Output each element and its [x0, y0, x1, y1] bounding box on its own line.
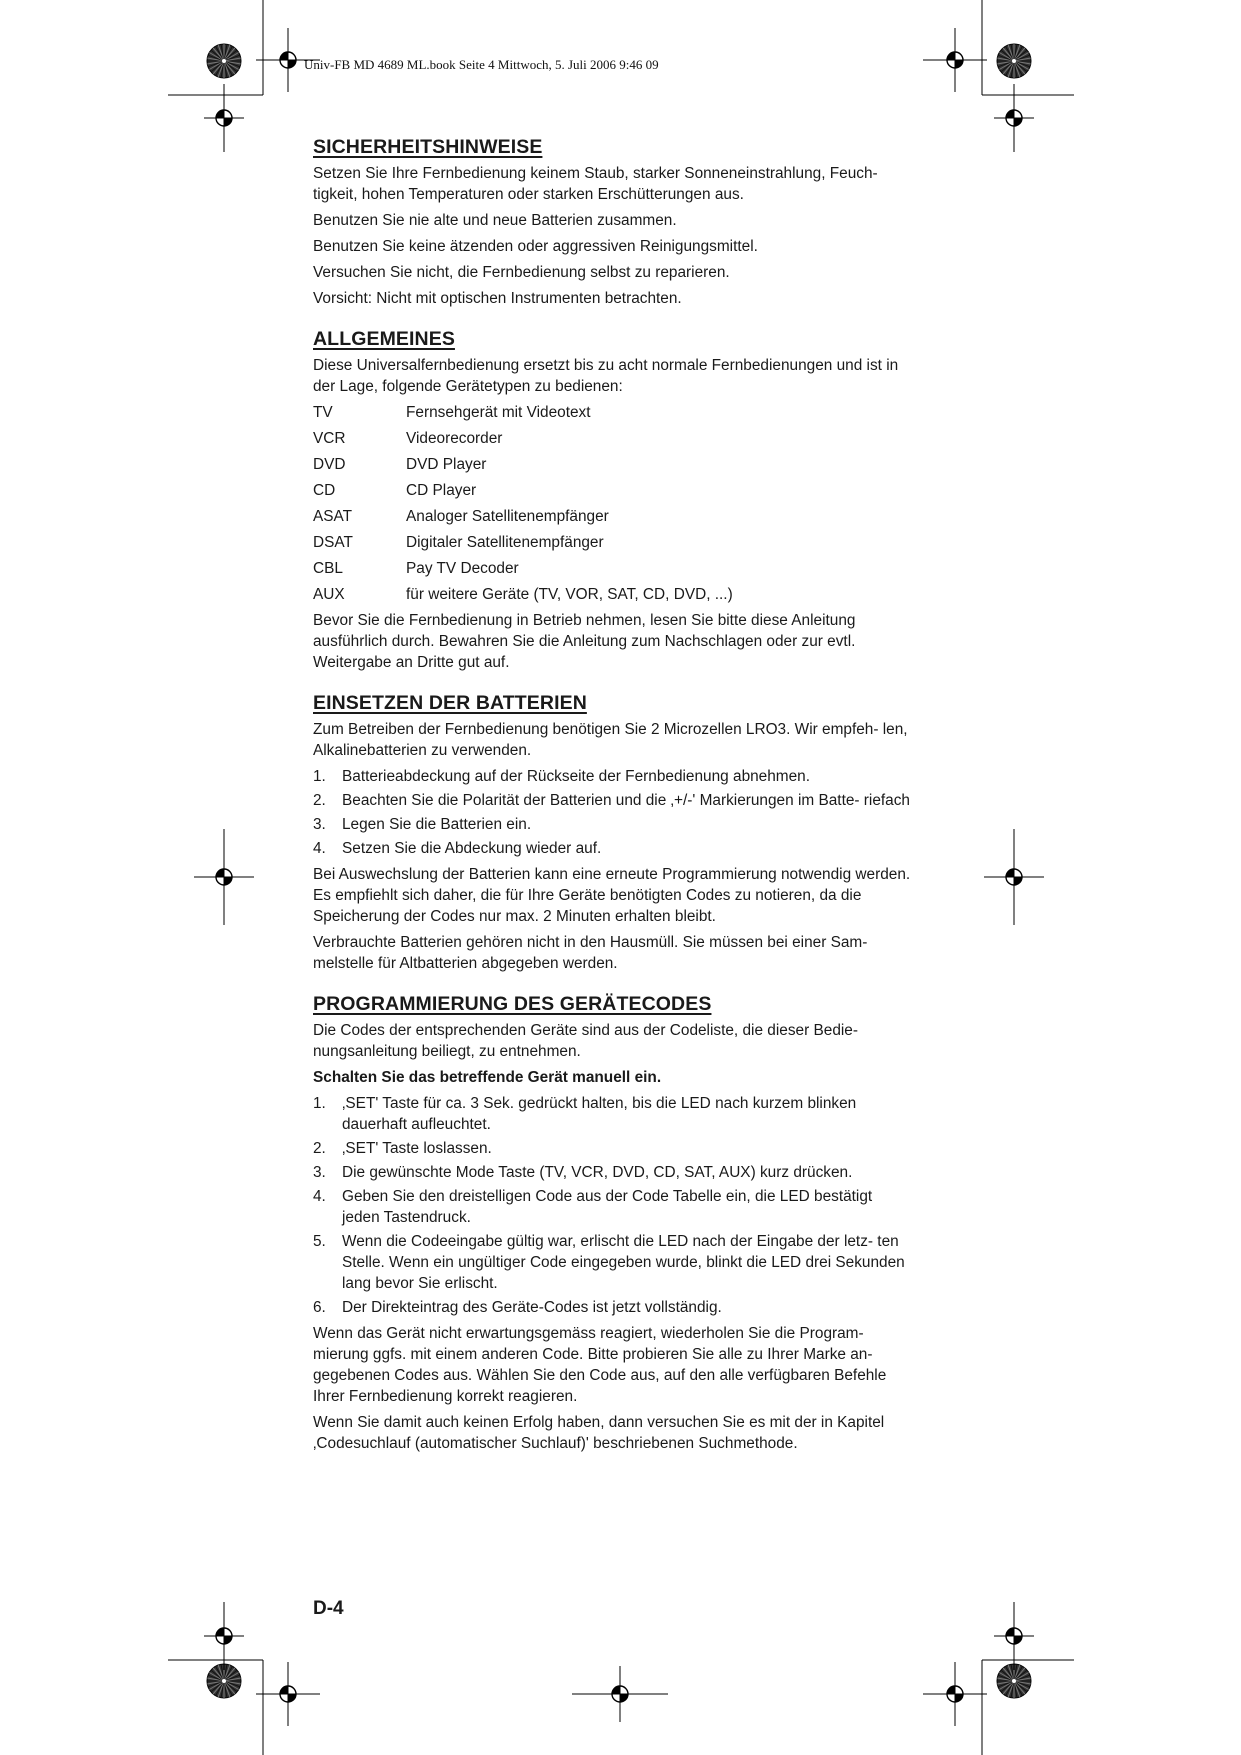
device-code: VCR [313, 430, 346, 447]
paragraph: Bevor Sie die Fernbedienung in Betrieb nehmen, lesen Sie bitte diese Anleitung ausführlich durch. Bewahren Sie die Anleitung zum Nachschlagen oder zur evtl. Weitergabe an Dritte gut auf. [313, 612, 856, 671]
device-row [313, 558, 913, 579]
paragraph: Wenn Sie damit auch keinen Erfolg haben, dann versuchen Sie es mit der in Kapitel ‚Codesuchlauf (automatischer Suchlauf)' beschriebenen Suchmethode. [313, 1414, 885, 1452]
step-item [313, 1297, 913, 1318]
device-code: DVD [313, 456, 346, 473]
paragraph: Diese Universalfernbedienung ersetzt bis zu acht normale Fernbedienungen und ist in der Lage, folgende Gerätetypen zu bedienen: [313, 357, 899, 395]
device-desc: Fernsehgerät mit Videotext [406, 404, 591, 421]
section-safety [313, 136, 913, 309]
target-quadrant [1006, 869, 1014, 877]
paragraph: Bei Auswechslung der Batterien kann eine erneute Programmierung notwendig werden. Es empfiehlt sich daher, die für Ihre Geräte benötigten Codes zu notieren, da die Speicherung der Codes nur max. 2 Minuten erhalten bleibt. [313, 866, 911, 925]
device-desc: DVD Player [406, 456, 487, 473]
section-general [313, 328, 913, 673]
paragraph: Die Codes der entsprechenden Geräte sind aus der Codeliste, die dieser Bedie- nungsanleitung beiliegt, zu entnehmen. [313, 1022, 858, 1060]
target-quadrant [288, 60, 296, 68]
step-text: Der Direkteintrag des Geräte-Codes ist jetzt vollständig. [342, 1299, 722, 1316]
target-quadrant [612, 1686, 620, 1694]
paragraph: Verbrauchte Batterien gehören nicht in den Hausmüll. Sie müssen bei einer Sam- melstelle für Altbatterien abgegeben werden. [313, 934, 868, 972]
section-batteries [313, 692, 913, 974]
step-text: Batterieabdeckung auf der Rückseite der Fernbedienung abnehmen. [342, 768, 811, 785]
print-slug: Univ-FB MD 4689 ML.book Seite 4 Mittwoch, 5. Juli 2006 9:46 09 [304, 57, 659, 72]
target-quadrant [1014, 118, 1022, 126]
device-list [313, 402, 913, 605]
device-row [313, 480, 913, 501]
target-quadrant [1006, 110, 1014, 118]
device-row [313, 454, 913, 475]
starburst-center [1012, 59, 1016, 63]
step-item [313, 838, 913, 859]
target-quadrant [955, 60, 963, 68]
device-code: CBL [313, 560, 343, 577]
step-text: Wenn die Codeeingabe gültig war, erlischt die LED nach der Eingabe der letz- ten Stelle. Wenn ein ungültiger Code eingegeben wurde, blinkt die LED drei Sekunden lang bevor Sie erlischt. [342, 1233, 905, 1292]
target-quadrant [216, 869, 224, 877]
target-quadrant [224, 1636, 232, 1644]
bold-instruction: Schalten Sie das betreffende Gerät manuell ein. [313, 1069, 662, 1086]
target-quadrant [1014, 1636, 1022, 1644]
starburst-center [1012, 1679, 1016, 1683]
device-code: AUX [313, 586, 345, 603]
step-text: Geben Sie den dreistelligen Code aus der Code Tabelle ein, die LED bestätigt jeden Tastendruck. [342, 1188, 873, 1226]
step-number: 6. [313, 1299, 326, 1316]
step-text: Setzen Sie die Abdeckung wieder auf. [342, 840, 602, 857]
starburst-center [222, 59, 226, 63]
device-desc: für weitere Geräte (TV, VOR, SAT, CD, DVD, ...) [406, 586, 733, 603]
paragraph: Setzen Sie Ihre Fernbedienung keinem Staub, starker Sonneneinstrahlung, Feuch- tigkeit, hohen Temperaturen oder starken Erschütterungen aus. [313, 165, 878, 203]
target-quadrant [1014, 877, 1022, 885]
paragraph: Vorsicht: Nicht mit optischen Instrumenten betrachten. [313, 290, 682, 307]
section-title: PROGRAMMIERUNG DES GERÄTECODES [313, 993, 712, 1015]
section-title: EINSETZEN DER BATTERIEN [313, 692, 587, 714]
step-item [313, 1186, 913, 1228]
starburst-center [222, 1679, 226, 1683]
target-quadrant [947, 52, 955, 60]
step-text: ‚SET' Taste loslassen. [342, 1140, 492, 1157]
target-quadrant [224, 118, 232, 126]
page-number: D-4 [313, 1598, 344, 1619]
section-programming [313, 993, 913, 1454]
target-quadrant [288, 1694, 296, 1702]
step-list [313, 1093, 913, 1318]
device-desc: CD Player [406, 482, 477, 499]
target-quadrant [216, 110, 224, 118]
step-item [313, 790, 913, 811]
device-desc: Videorecorder [406, 430, 503, 447]
step-item [313, 766, 913, 787]
step-text: Beachten Sie die Polarität der Batterien und die ‚+/-' Markierungen im Batte- riefach [342, 792, 910, 809]
step-item [313, 1231, 913, 1294]
step-item [313, 814, 913, 835]
step-number: 3. [313, 816, 326, 833]
target-quadrant [1006, 1628, 1014, 1636]
step-number: 2. [313, 792, 326, 809]
target-quadrant [280, 1686, 288, 1694]
step-number: 1. [313, 768, 326, 785]
device-code: DSAT [313, 534, 353, 551]
paragraph: Zum Betreiben der Fernbedienung benötigen Sie 2 Microzellen LRO3. Wir empfeh- len, Alkalinebatterien zu verwenden. [313, 721, 908, 759]
device-desc: Pay TV Decoder [406, 560, 519, 577]
device-code: ASAT [313, 508, 353, 525]
device-row [313, 584, 913, 605]
paragraph: Benutzen Sie keine ätzenden oder aggressiven Reinigungsmittel. [313, 238, 758, 255]
device-row [313, 506, 913, 527]
step-number: 3. [313, 1164, 326, 1181]
step-list [313, 766, 913, 859]
device-code: TV [313, 404, 333, 421]
device-row [313, 532, 913, 553]
step-text: Die gewünschte Mode Taste (TV, VCR, DVD, CD, SAT, AUX) kurz drücken. [342, 1164, 853, 1181]
device-row [313, 428, 913, 449]
section-title: ALLGEMEINES [313, 328, 455, 350]
step-item [313, 1162, 913, 1183]
device-desc: Analoger Satellitenempfänger [406, 508, 609, 525]
step-number: 4. [313, 840, 326, 857]
target-quadrant [620, 1694, 628, 1702]
target-quadrant [224, 877, 232, 885]
target-quadrant [947, 1686, 955, 1694]
step-text: ‚SET' Taste für ca. 3 Sek. gedrückt halten, bis die LED nach kurzem blinken dauerhaft aufleuchtet. [342, 1095, 857, 1133]
step-number: 1. [313, 1095, 326, 1112]
target-quadrant [280, 52, 288, 60]
device-row [313, 402, 913, 423]
paragraph: Versuchen Sie nicht, die Fernbedienung selbst zu reparieren. [313, 264, 730, 281]
device-desc: Digitaler Satellitenempfänger [406, 534, 604, 551]
step-number: 5. [313, 1233, 326, 1250]
target-quadrant [955, 1694, 963, 1702]
device-code: CD [313, 482, 336, 499]
paragraph: Wenn das Gerät nicht erwartungsgemäss reagiert, wiederholen Sie die Program- mierung ggfs. mit einem anderen Code. Bitte probieren Sie alle zu Ihrer Marke an- gegebenen Codes aus. Wählen Sie den Code aus, auf den alle verfügbaren Befehle Ihrer Fernbedienung korrekt reagieren. [313, 1325, 887, 1405]
step-item [313, 1138, 913, 1159]
paragraph: Benutzen Sie nie alte und neue Batterien zusammen. [313, 212, 677, 229]
step-text: Legen Sie die Batterien ein. [342, 816, 532, 833]
section-title: SICHERHEITSHINWEISE [313, 136, 543, 158]
step-item [313, 1093, 913, 1135]
target-quadrant [216, 1628, 224, 1636]
page-content [313, 136, 913, 1459]
step-number: 4. [313, 1188, 326, 1205]
step-number: 2. [313, 1140, 326, 1157]
